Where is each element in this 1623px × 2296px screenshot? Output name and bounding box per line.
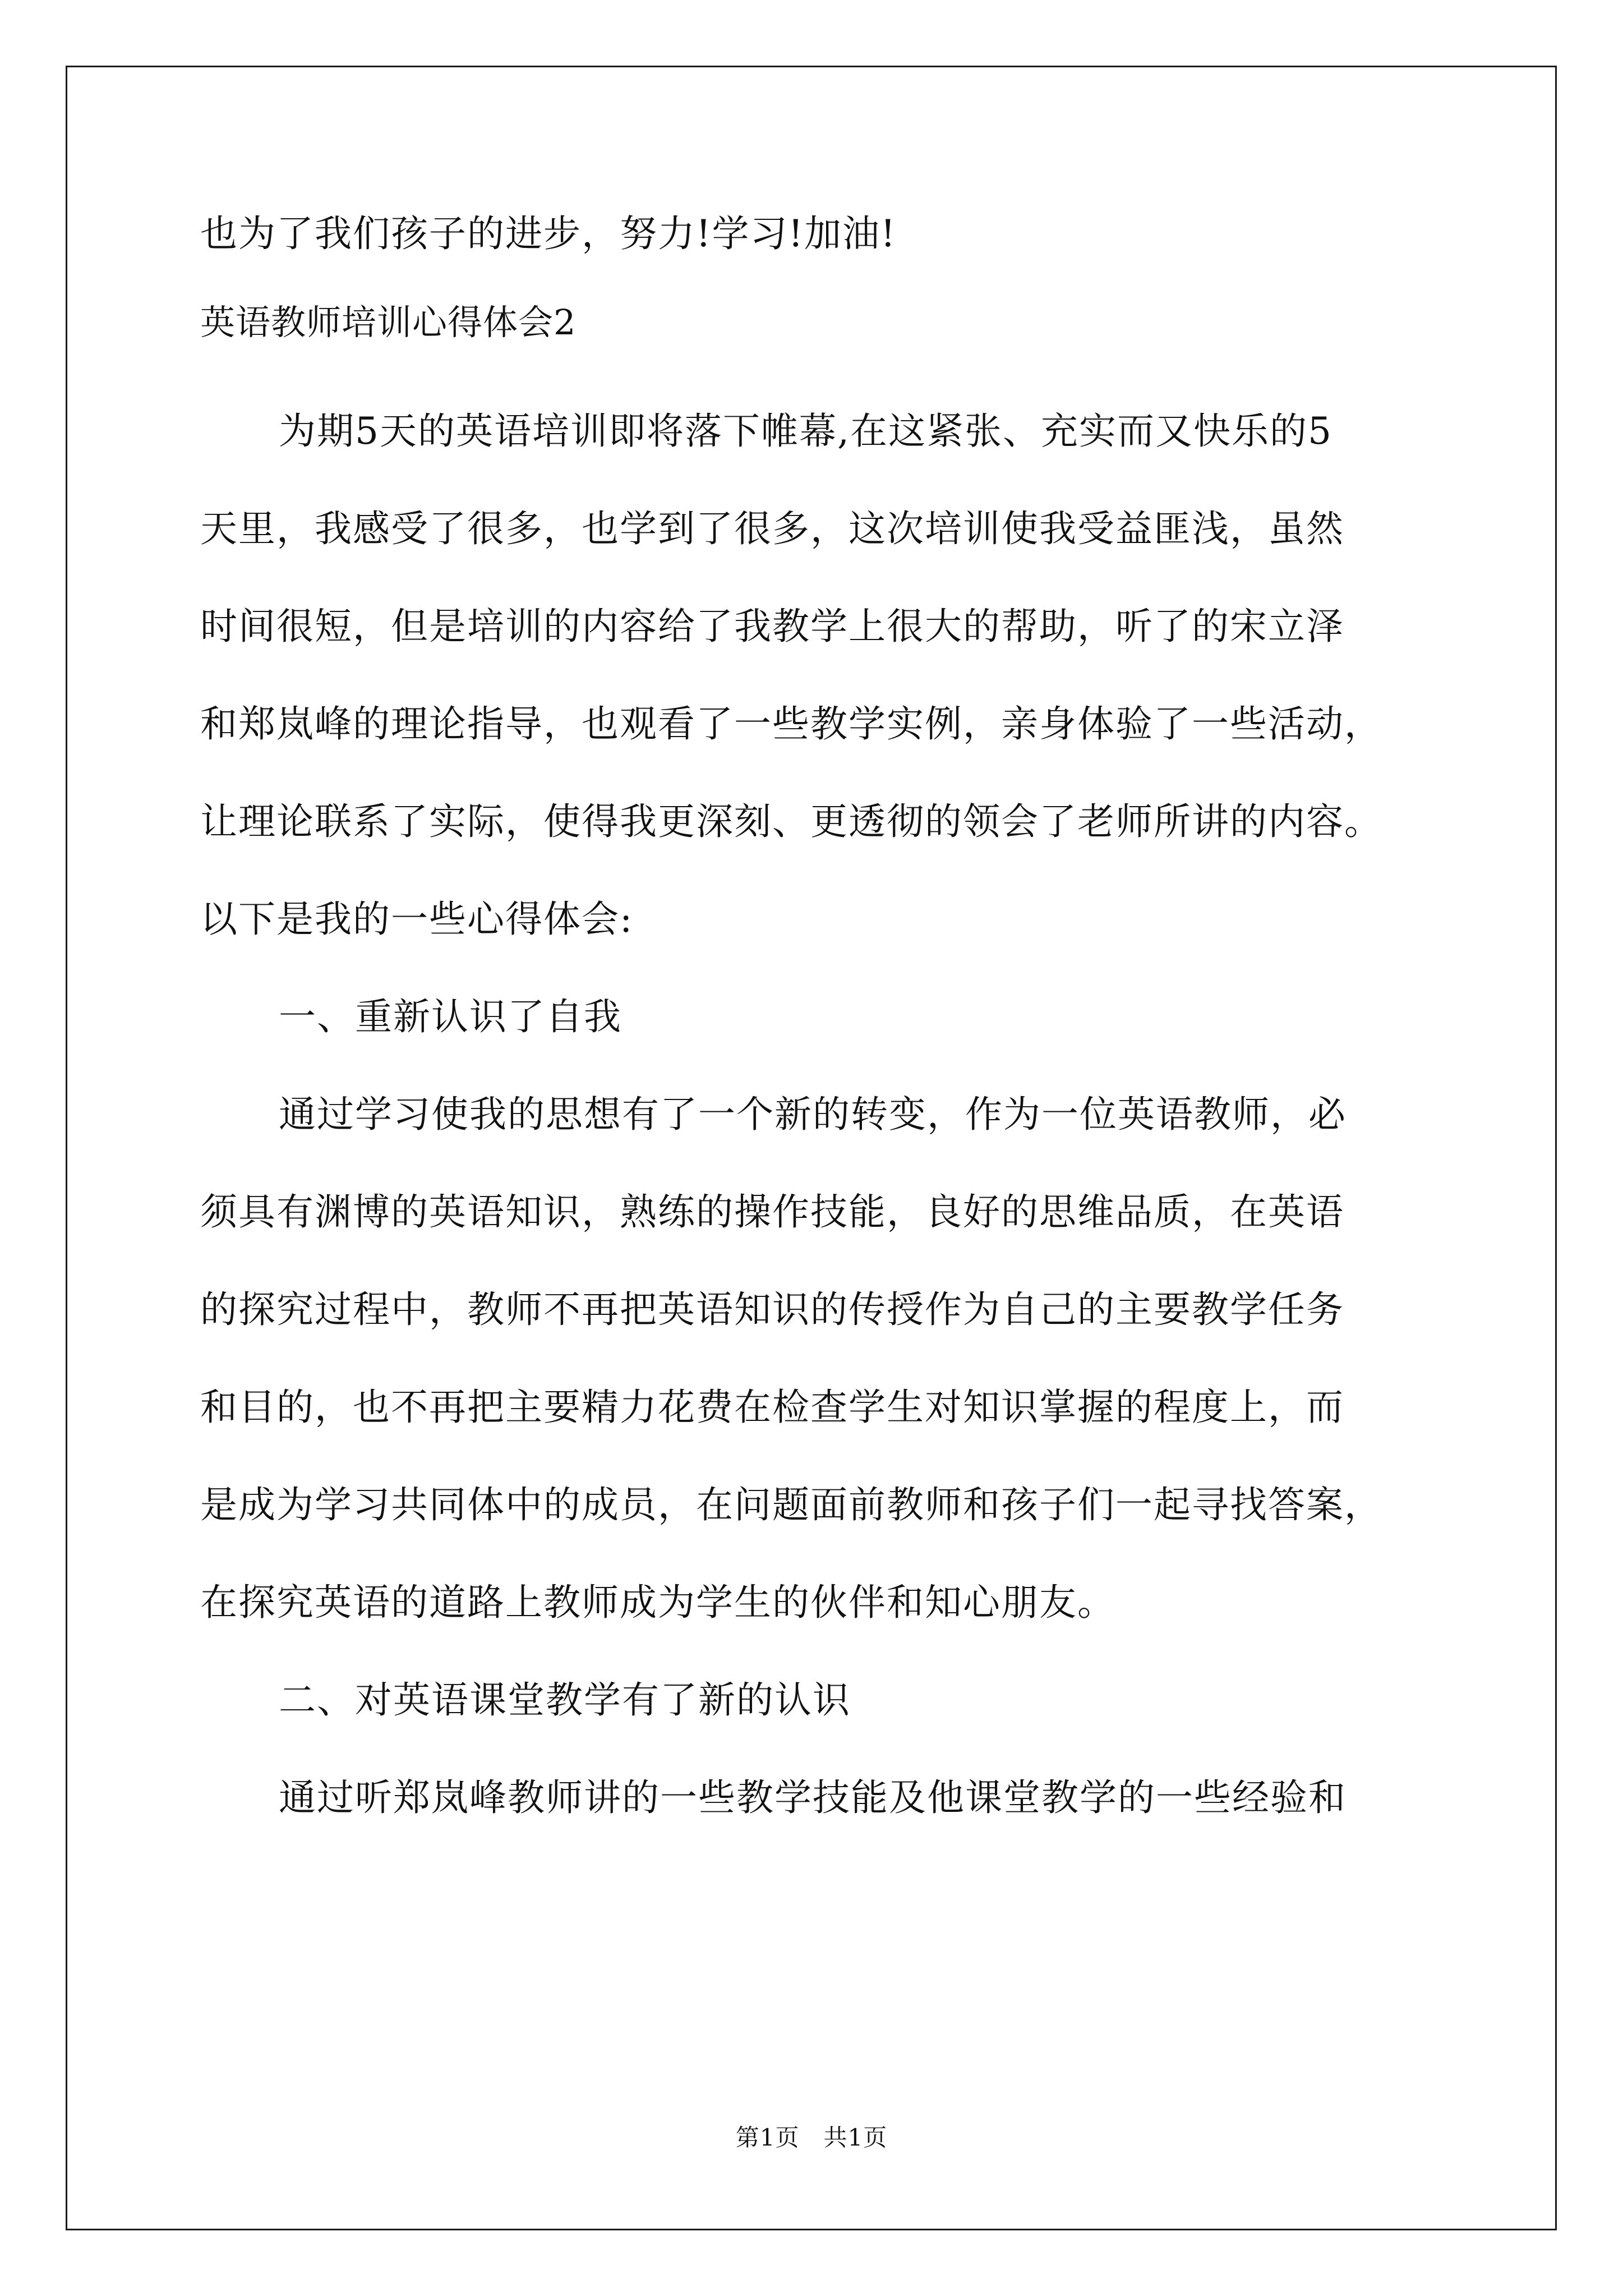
subheading: 二、对英语课堂教学有了新的认识 xyxy=(279,1678,851,1722)
section-title: 英语教师培训心得体会2 xyxy=(200,302,577,343)
paragraph-line: 须具有渊博的英语知识，熟练的操作技能，良好的思维品质，在英语 xyxy=(200,1190,1344,1234)
subheading: 一、重新认识了自我 xyxy=(279,995,622,1038)
paragraph-line: 是成为学习共同体中的成员，在问题面前教师和孩子们一起寻找答案， xyxy=(200,1483,1382,1526)
paragraph-line: 为期5天的英语培训即将落下帷幕,在这紧张、充实而又快乐的5 xyxy=(279,409,1332,453)
paragraph-line: 在探究英语的道路上教师成为学生的伙伴和知心朋友。 xyxy=(200,1581,1115,1624)
paragraph-line: 让理论联系了实际，使得我更深刻、更透彻的领会了老师所讲的内容。 xyxy=(200,800,1382,843)
paragraph-line: 和郑岚峰的理论指导，也观看了一些教学实例，亲身体验了一些活动， xyxy=(200,702,1382,746)
text-line: 也为了我们孩子的进步，努力!学习!加油! xyxy=(200,212,897,255)
paragraph-line: 和目的，也不再把主要精力花费在检查学生对知识掌握的程度上，而 xyxy=(200,1386,1344,1429)
paragraph-line: 以下是我的一些心得体会: xyxy=(200,898,634,941)
paragraph-line: 通过听郑岚峰教师讲的一些教学技能及他课堂教学的一些经验和 xyxy=(279,1776,1347,1819)
page-border xyxy=(66,66,1557,2230)
paragraph-line: 通过学习使我的思想有了一个新的转变，作为一位英语教师，必 xyxy=(279,1093,1347,1136)
paragraph-line: 天里，我感受了很多，也学到了很多，这次培训使我受益匪浅，虽然 xyxy=(200,507,1344,550)
paragraph-line: 的探究过程中，教师不再把英语知识的传授作为自己的主要教学任务 xyxy=(200,1288,1344,1331)
page-footer: 第1页 共1页 xyxy=(735,2124,888,2151)
paragraph-line: 时间很短，但是培训的内容给了我教学上很大的帮助，听了的宋立泽 xyxy=(200,605,1344,648)
